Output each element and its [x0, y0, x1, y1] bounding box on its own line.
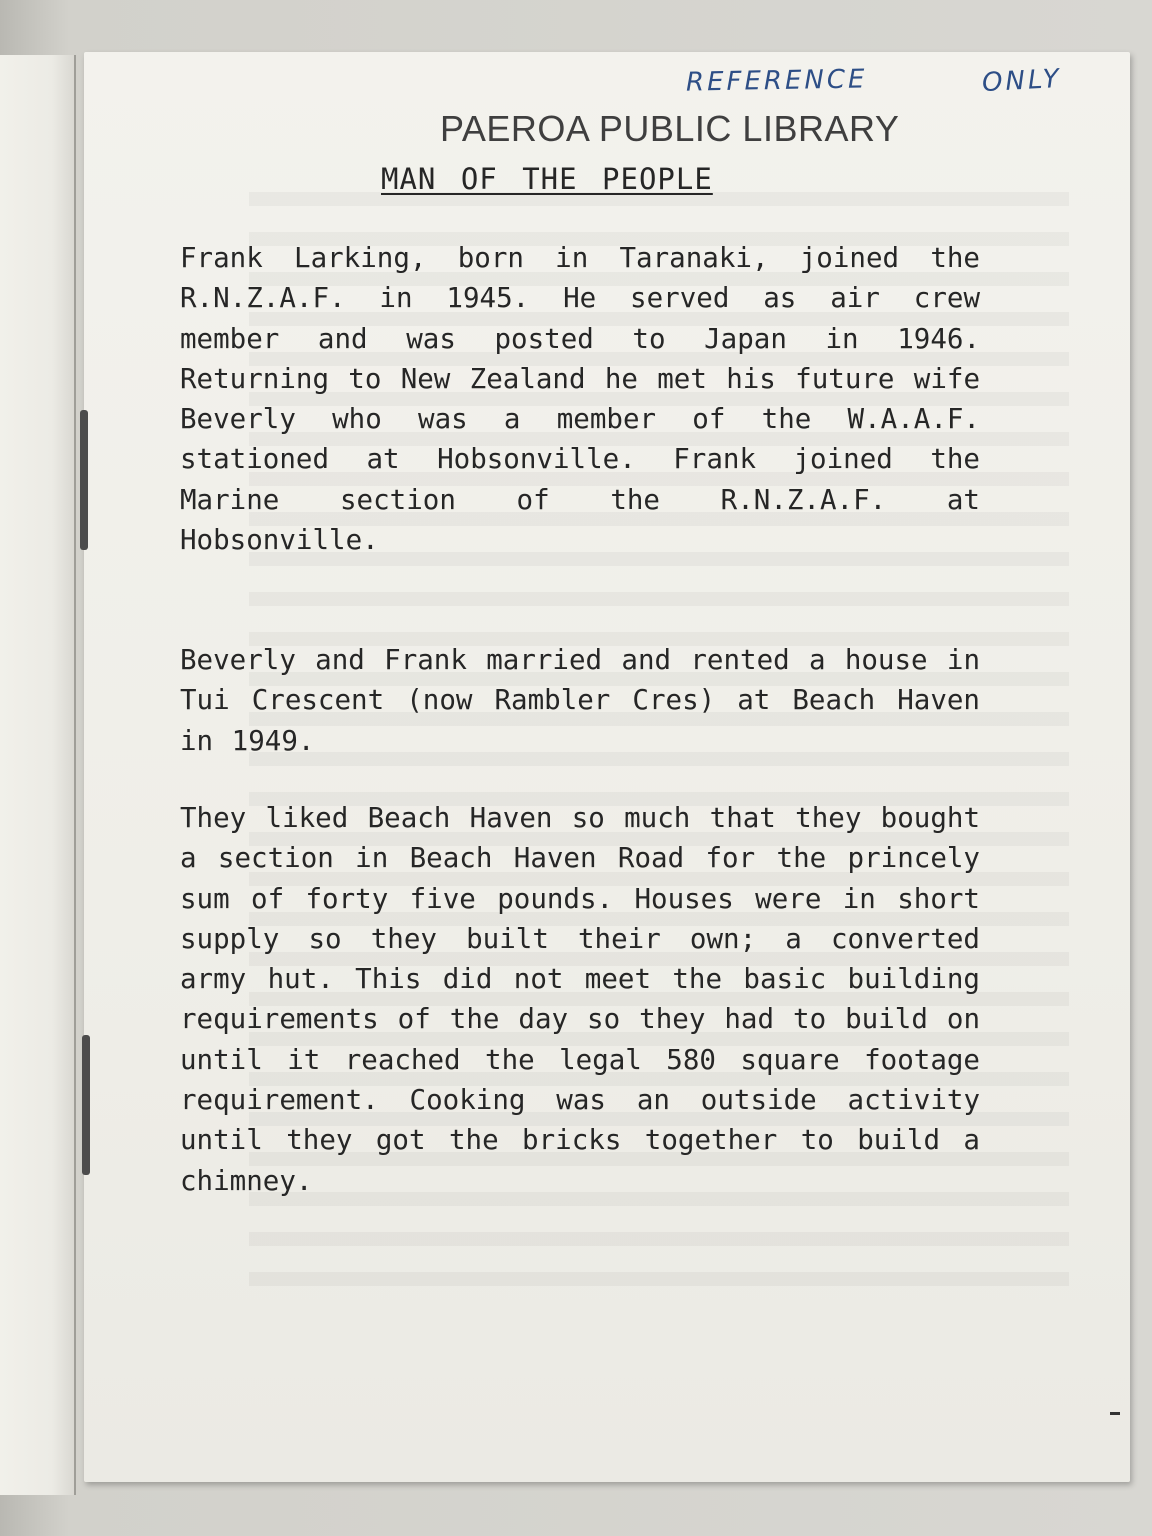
staple-bottom: [82, 1035, 90, 1175]
document-title: MAN OF THE PEOPLE: [381, 162, 713, 196]
paragraph-3: They liked Beach Haven so much that they bought a section in Beach Haven Road for the princely sum of forty five pounds. Houses were in short supply so they built their own; a converted army hut. This did not meet the basic building requirements of the day so they had to build on until it reached the legal 580 square footage requirement. Cooking was an outside activity until they got the bricks together to build a chimney.: [180, 802, 980, 1197]
facing-page-edge: [0, 55, 76, 1495]
library-stamp: PAEROA PUBLIC LIBRARY: [440, 108, 900, 149]
page-edge-mark: [1110, 1412, 1120, 1415]
paragraph-2: Beverly and Frank married and rented a house in Tui Crescent (now Rambler Cres) at Beach Haven in 1949.: [180, 644, 980, 757]
handwritten-reference-note: REFERENCE: [685, 64, 868, 98]
staple-top: [80, 410, 88, 550]
handwritten-only-note: ONLY: [981, 63, 1063, 99]
paragraph-1: Frank Larking, born in Taranaki, joined the R.N.Z.A.F. in 1945. He served as air crew member and was posted to Japan in 1946. Returning to New Zealand he met his future wife Beverly who was a member of the W.A.A.F. stationed at Hobsonville. Frank joined the Marine section of the R.N.Z.A.F. at Hobsonville.: [180, 242, 980, 557]
